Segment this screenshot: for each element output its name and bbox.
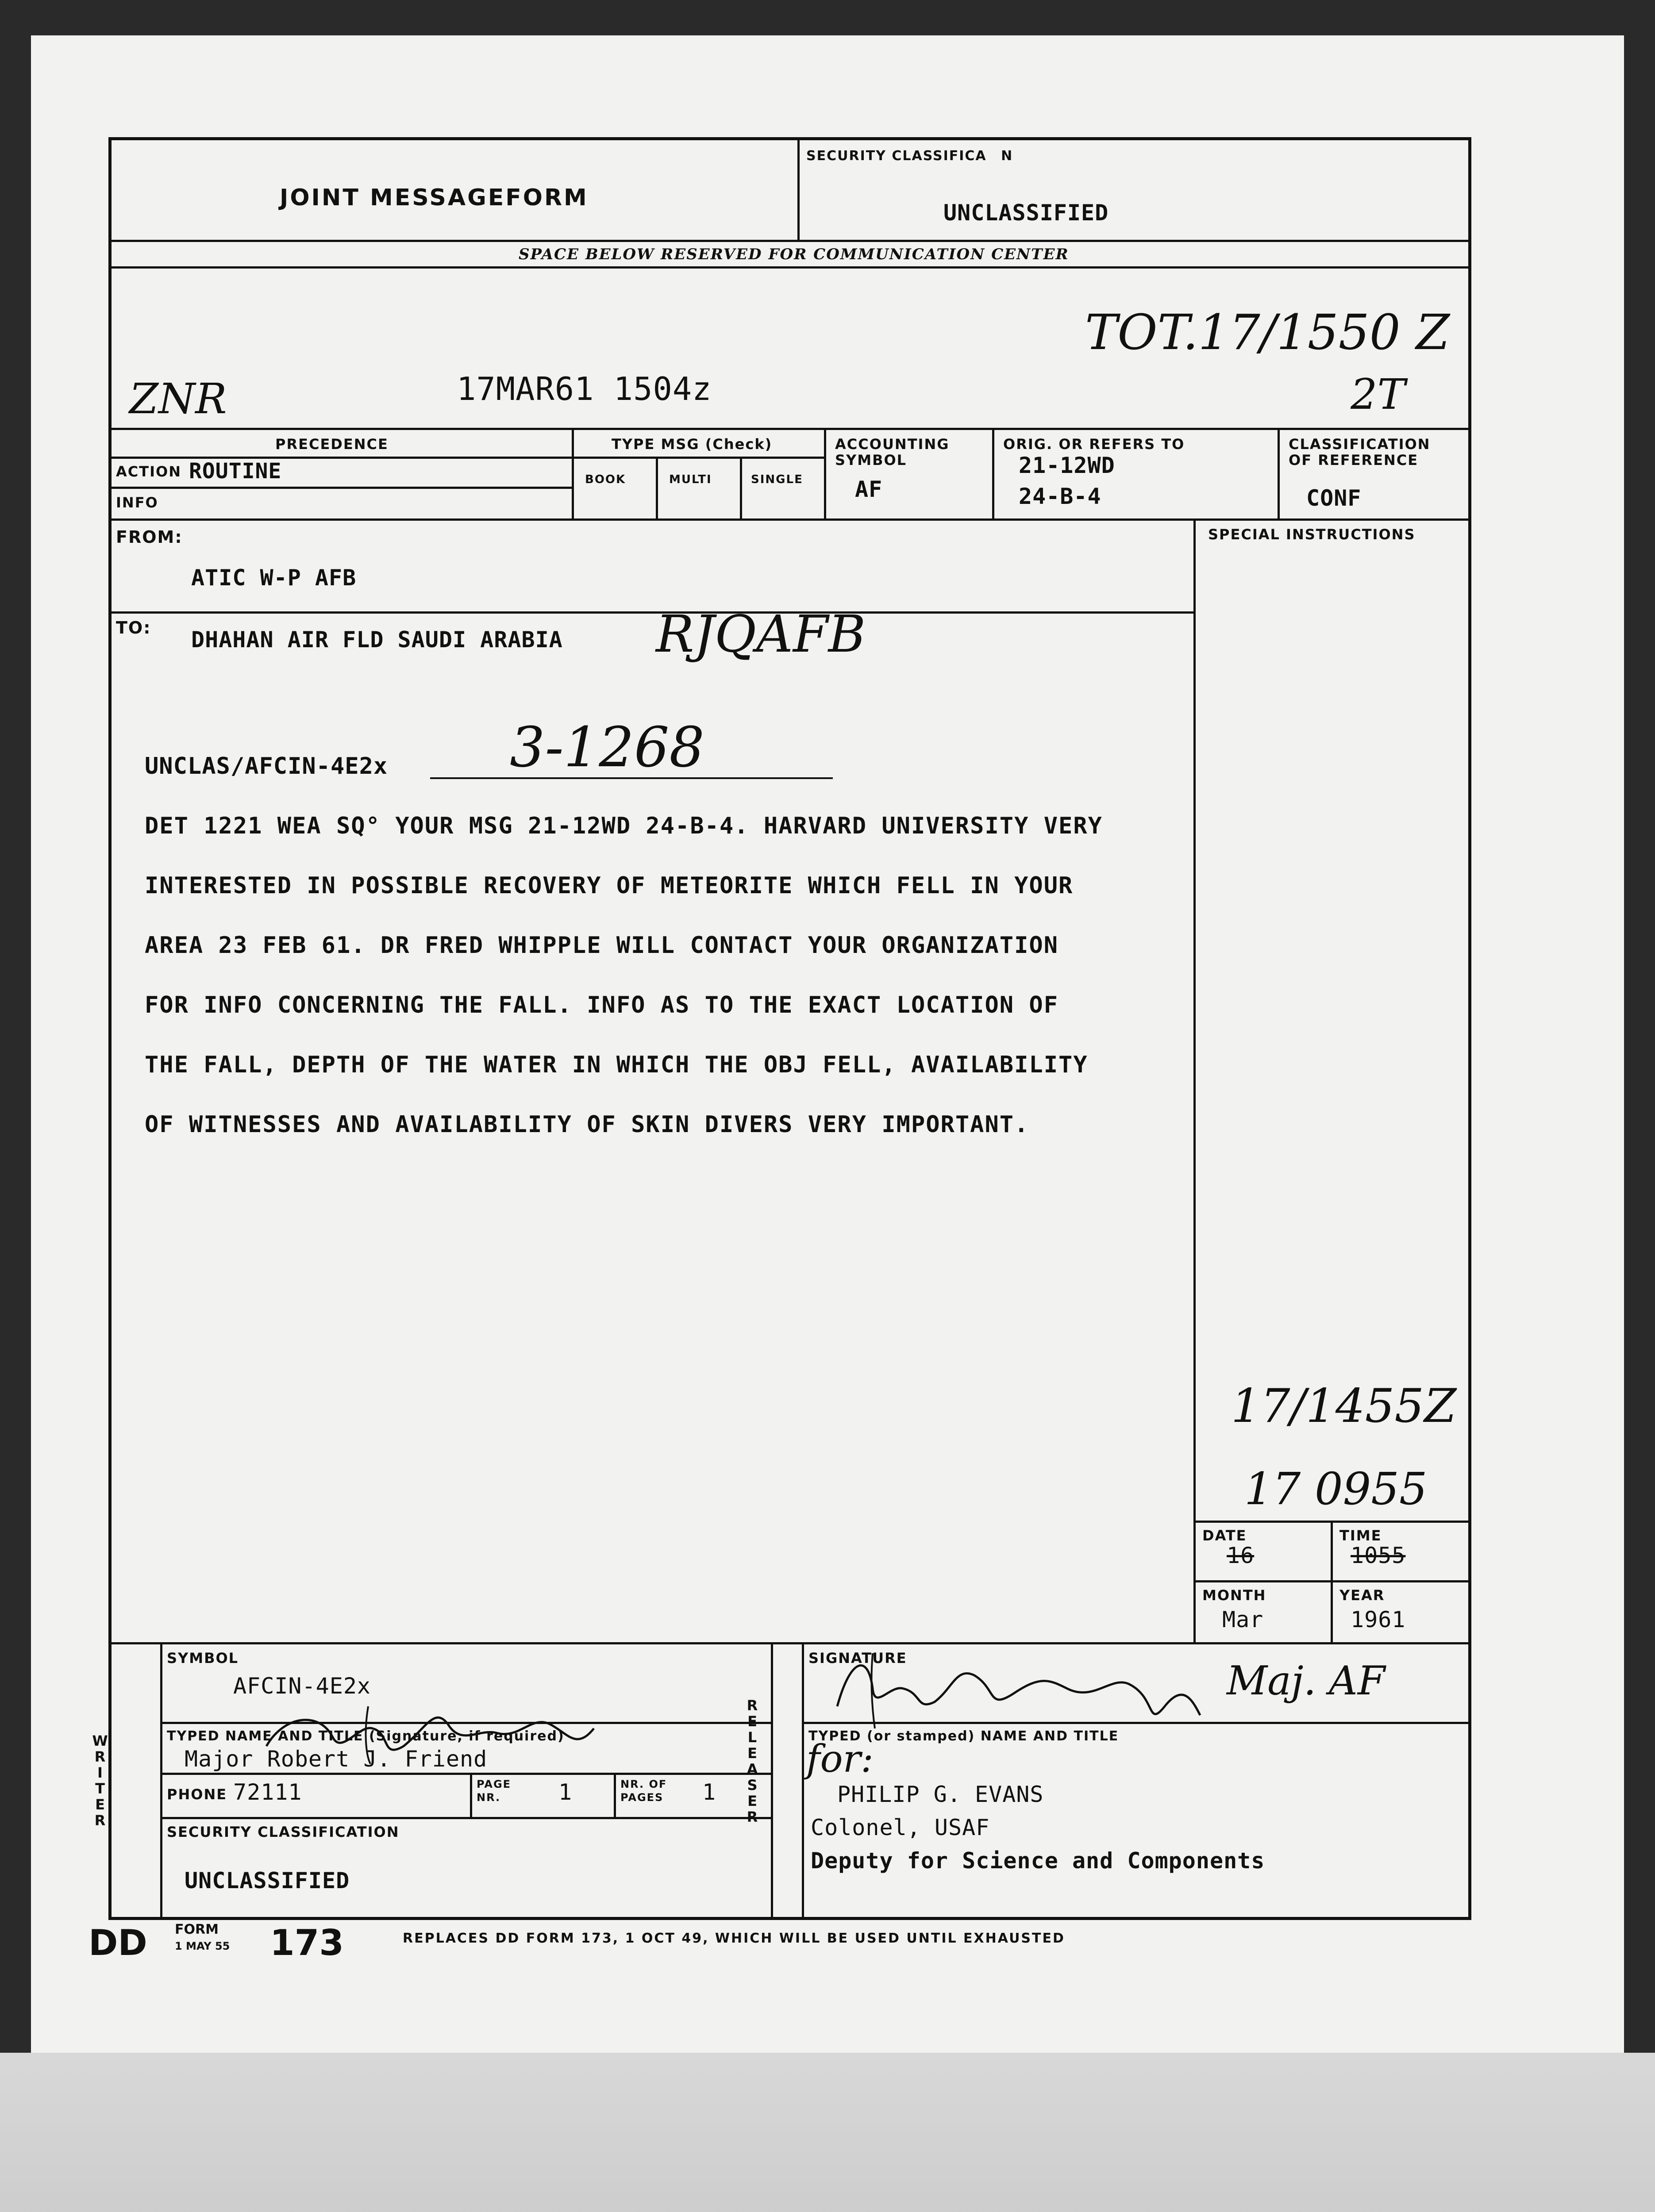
releaser-title: Deputy for Science and Components: [811, 1848, 1265, 1874]
orig-refers-label: ORIG. OR REFERS TO: [1003, 436, 1185, 453]
month-label: MONTH: [1202, 1587, 1266, 1604]
from-value: ATIC W-P AFB: [191, 565, 357, 591]
footer-form-label: FORM: [175, 1922, 219, 1937]
security-classification-label: SECURITY CLASSIFICA N: [806, 148, 1013, 164]
bottom-block-top-rule: [112, 1642, 1468, 1644]
header-bottom-rule: [112, 240, 1468, 242]
accounting-value: AF: [855, 476, 883, 502]
type-single-label: SINGLE: [751, 473, 803, 486]
releaser-side-divider: [802, 1642, 804, 1920]
writer-signature: [258, 1697, 612, 1768]
routing-divider-2: [824, 428, 826, 518]
orig-refers-line-2: 24-B-4: [1019, 484, 1101, 509]
precedence-rule-1: [112, 457, 572, 459]
security-classification-value: UNCLASSIFIED: [943, 200, 1109, 226]
reserved-bottom-rule: [112, 266, 1468, 269]
joint-message-form: [92, 137, 1471, 1920]
reserved-banner: SPACE BELOW RESERVED FOR COMMUNICATION CENTER: [519, 246, 1069, 263]
type-msg-rule: [572, 457, 824, 459]
releaser-rule-1: [802, 1722, 1468, 1724]
handwritten-reference: TOT.17/1550 Z: [1085, 304, 1450, 361]
footer-dd: DD: [89, 1922, 147, 1963]
releaser-signature-label: SIGNATURE: [808, 1650, 907, 1667]
writer-phone-label: PHONE: [167, 1786, 227, 1803]
writer-rule-3: [160, 1817, 771, 1819]
header-divider: [797, 140, 800, 240]
message-line: OF WITNESSES AND AVAILABILITY OF SKIN DIVERS VERY IMPORTANT.: [145, 1111, 1029, 1138]
writer-typed-name-label: TYPED NAME AND TITLE (Signature, if required): [167, 1728, 565, 1744]
releaser-typed-label: TYPED (or stamped) NAME AND TITLE: [808, 1728, 1119, 1744]
writer-security-value: UNCLASSIFIED: [185, 1868, 350, 1893]
message-line: FOR INFO CONCERNING THE FALL. INFO AS TO THE EXACT LOCATION OF: [145, 992, 1059, 1018]
year-value: 1961: [1351, 1607, 1406, 1632]
writer-security-label: SECURITY CLASSIFICATION: [167, 1824, 400, 1840]
background-surface: [0, 2053, 1655, 2212]
footer-replaces-note: REPLACES DD FORM 173, 1 OCT 49, WHICH WILL BE USED UNTIL EXHAUSTED: [403, 1931, 1065, 1946]
writer-page-label-1: PAGE: [477, 1778, 512, 1790]
time-value: 1055: [1351, 1543, 1406, 1568]
classification-ref-label-2: OF REFERENCE: [1289, 452, 1419, 469]
special-instructions-label: SPECIAL INSTRUCTIONS: [1208, 526, 1416, 543]
routing-divider-1: [572, 428, 574, 518]
from-bottom-rule: [112, 611, 1193, 614]
writer-nr-pages-label-1: NR. OF: [620, 1778, 667, 1790]
routing-divider-4: [1278, 428, 1280, 518]
message-line: INTERESTED IN POSSIBLE RECOVERY OF METEORITE WHICH FELL IN YOUR: [145, 872, 1074, 899]
releaser-side-label: R E L E A S E R: [747, 1697, 758, 1825]
routing-divider-3: [992, 428, 994, 518]
message-line: THE FALL, DEPTH OF THE WATER IN WHICH THE OBJ FELL, AVAILABILITY: [145, 1052, 1088, 1078]
classification-ref-value: CONF: [1306, 485, 1362, 511]
footer-form-number: 173: [270, 1922, 344, 1963]
type-divider-1: [656, 457, 658, 518]
message-ref-prefix: UNCLAS/AFCIN-4E2x: [145, 753, 388, 780]
action-label: ACTION: [116, 463, 181, 480]
message-line: AREA 23 FEB 61. DR FRED WHIPPLE WILL CONTACT YOUR ORGANIZATION: [145, 932, 1059, 959]
routing-bottom-rule: [112, 518, 1468, 521]
routing-top-rule: [112, 428, 1468, 430]
writer-page-divider: [614, 1773, 616, 1817]
timing-handwritten-2: 17 0955: [1244, 1463, 1428, 1515]
type-msg-label: TYPE MSG (Check): [612, 436, 773, 453]
classification-ref-label-1: CLASSIFICATION: [1289, 436, 1431, 453]
writer-symbol-value: AFCIN-4E2x: [233, 1673, 371, 1699]
to-handwritten: RJQAFB: [656, 605, 866, 664]
writer-page-label-2: NR.: [477, 1791, 501, 1804]
releaser-handwritten-for: for:: [806, 1737, 874, 1781]
precedence-label: PRECEDENCE: [275, 436, 389, 453]
releaser-rank: Colonel, USAF: [811, 1815, 990, 1840]
message-line: DET 1221 WEA SQ° YOUR MSG 21-12WD 24-B-4. HARVARD UNIVERSITY VERY: [145, 813, 1103, 839]
releaser-handwritten-title: Maj. AF: [1227, 1658, 1386, 1704]
from-label: FROM:: [116, 527, 183, 547]
orig-refers-line-1: 21-12WD: [1019, 453, 1115, 478]
action-value: ROUTINE: [189, 459, 282, 484]
writer-side-divider: [160, 1642, 162, 1920]
date-grid-mid-rule: [1193, 1580, 1468, 1582]
writer-side-label: W R I T E R: [92, 1732, 108, 1829]
message-ref-handwritten: 3-1268: [510, 715, 704, 780]
type-divider-2: [740, 457, 742, 518]
info-label: INFO: [116, 494, 158, 511]
type-multi-label: MULTI: [669, 473, 712, 486]
writer-phone-divider: [470, 1773, 472, 1817]
accounting-label-2: SYMBOL: [835, 452, 907, 469]
zone-handwritten: ZNR: [129, 375, 227, 423]
writer-phone-value: 72111: [233, 1779, 302, 1805]
writer-nr-pages-value: 1: [702, 1779, 716, 1805]
to-label: TO:: [116, 618, 151, 637]
writer-page-value: 1: [558, 1779, 573, 1805]
footer-form-date: 1 MAY 55: [175, 1940, 230, 1952]
precedence-rule-2: [112, 487, 572, 489]
writer-symbol-label: SYMBOL: [167, 1650, 239, 1667]
date-value: 16: [1227, 1543, 1255, 1568]
accounting-label-1: ACCOUNTING: [835, 436, 950, 453]
timing-handwritten-1: 17/1455Z: [1231, 1379, 1457, 1433]
date-label: DATE: [1202, 1527, 1247, 1544]
releaser-divider: [771, 1642, 773, 1920]
special-instructions-divider: [1193, 518, 1196, 1642]
type-book-label: BOOK: [585, 473, 626, 486]
releaser-name: PHILIP G. EVANS: [837, 1782, 1044, 1807]
writer-typed-name-value: Major Robert J. Friend: [185, 1746, 488, 1772]
writer-nr-pages-label-2: PAGES: [620, 1791, 664, 1804]
handwritten-code: 2T: [1351, 370, 1405, 419]
writer-rule-2: [160, 1773, 771, 1775]
to-value: DHAHAN AIR FLD SAUDI ARABIA: [191, 627, 563, 653]
month-value: Mar: [1222, 1607, 1264, 1632]
year-label: YEAR: [1339, 1587, 1385, 1604]
date-time-stamp: 17MAR61 1504z: [457, 370, 712, 407]
time-label: TIME: [1339, 1527, 1382, 1544]
form-title: JOINT MESSAGEFORM: [280, 184, 589, 211]
